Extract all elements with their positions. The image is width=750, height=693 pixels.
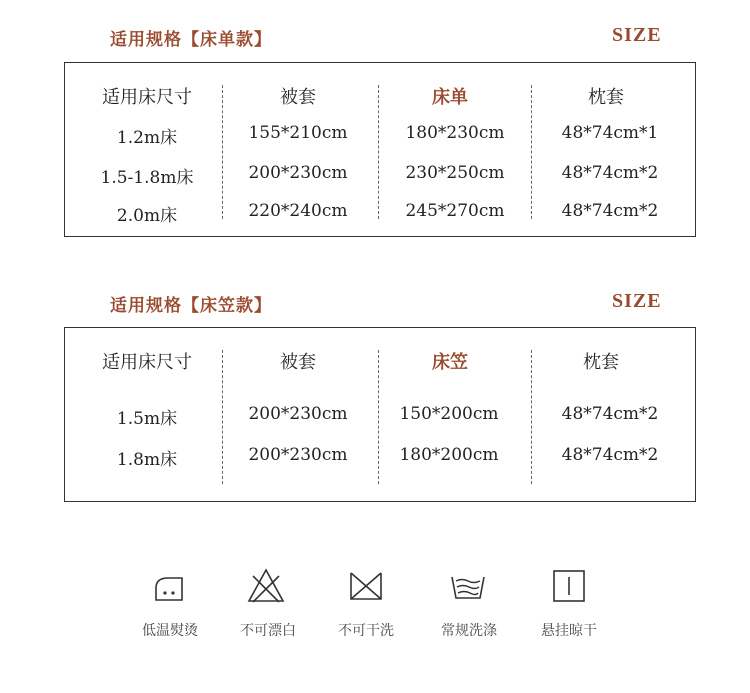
table-cell: 200*230cm [248,404,348,424]
care-label-no-dry-clean: 不可干洗 [338,623,394,639]
header-duvet: 被套 [280,352,316,373]
table-cell: 150*200cm [399,404,499,424]
header-bed-size: 适用床尺寸 [102,352,192,373]
table-cell: 1.5-1.8m床 [100,168,194,188]
table-cell: 180*230cm [405,123,505,143]
table-cell: 48*74cm*2 [561,445,659,465]
table-cell: 1.2m床 [116,128,178,148]
column-divider [222,85,223,219]
table-cell: 48*74cm*2 [561,201,659,221]
table-cell: 1.8m床 [116,450,178,470]
iron-low-icon [150,568,190,608]
column-divider [531,350,532,484]
header-pillowcase: 枕套 [583,352,619,373]
table-cell: 245*270cm [405,201,505,221]
table-cell: 48*74cm*2 [561,163,659,183]
table-cell: 180*200cm [399,445,499,465]
table-cell: 200*230cm [248,445,348,465]
column-divider [222,350,223,484]
table-cell: 220*240cm [248,201,348,221]
care-label-no-bleach: 不可漂白 [240,623,296,639]
table-cell: 230*250cm [405,163,505,183]
header-duvet: 被套 [280,87,316,108]
column-divider [531,85,532,219]
header-sheet: 床单 [432,87,468,108]
column-divider [378,350,379,484]
fitted-size-table [64,327,696,502]
hang-dry-icon [549,566,589,606]
table-cell: 155*210cm [248,123,348,143]
sheet-size-label: SIZE [612,24,662,46]
care-label-wash: 常规洗涤 [441,623,497,639]
wash-icon [448,566,488,606]
sheet-size-table [64,62,696,237]
no-bleach-icon [246,566,286,606]
table-cell: 48*74cm*1 [561,123,659,143]
header-fitted-sheet: 床笠 [432,352,468,373]
fitted-section-title: 适用规格【床笠款】 [110,296,272,316]
care-label-iron: 低温熨烫 [142,623,198,639]
header-bed-size: 适用床尺寸 [102,87,192,108]
fitted-size-label: SIZE [612,290,662,312]
no-dry-clean-icon [346,566,386,606]
care-label-hang-dry: 悬挂晾干 [541,623,597,639]
table-cell: 1.5m床 [116,409,178,429]
table-cell: 48*74cm*2 [561,404,659,424]
column-divider [378,85,379,219]
header-pillowcase: 枕套 [588,87,624,108]
table-cell: 200*230cm [248,163,348,183]
sheet-section-title: 适用规格【床单款】 [110,30,272,50]
table-cell: 2.0m床 [116,206,178,226]
